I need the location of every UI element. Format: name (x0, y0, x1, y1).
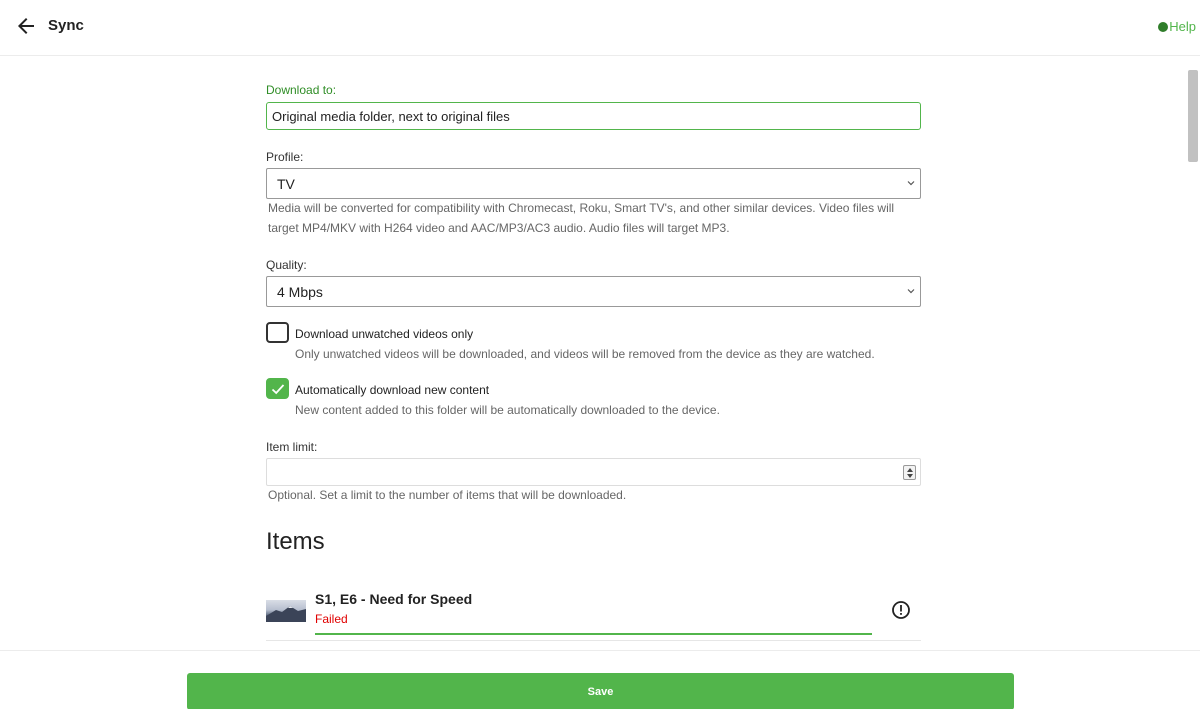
chevron-down-icon (906, 286, 916, 296)
arrow-left-icon (14, 14, 38, 38)
auto-download-checkbox[interactable] (266, 378, 289, 399)
quality-selected-value: 4 Mbps (277, 284, 323, 300)
stepper-down-icon (907, 474, 913, 478)
profile-help-text: Media will be converted for compatibility with Chromecast, Roku, Smart TV's, and other similar devices. Video files will target MP4/MKV with H264 video and AAC/MP3/AC3 audio. Audio files will target MP3. (268, 201, 895, 235)
mountain-image-icon (266, 600, 306, 622)
auto-download-help-text: New content added to this folder will be automatically downloaded to the device. (295, 403, 720, 417)
items-heading: Items (266, 528, 325, 555)
item-status: Failed (315, 612, 348, 626)
unwatched-only-label[interactable]: Download unwatched videos only (295, 327, 474, 341)
profile-select[interactable] (266, 168, 921, 199)
profile-selected-value: TV (277, 176, 295, 192)
checkmark-icon (271, 382, 285, 396)
help-label: Help (1169, 19, 1196, 34)
alert-circle-icon (891, 600, 911, 620)
scrollbar-thumb[interactable] (1188, 70, 1198, 162)
item-title: S1, E6 - Need for Speed (315, 591, 473, 607)
unwatched-only-checkbox[interactable] (266, 322, 289, 343)
item-progress-bar (315, 633, 872, 635)
download-to-label: Download to: (266, 83, 337, 97)
quality-select[interactable] (266, 276, 921, 307)
footer (0, 650, 1200, 709)
item-limit-help-text: Optional. Set a limit to the number of items that will be downloaded. (268, 488, 627, 502)
download-to-field[interactable]: Original media folder, next to original files (266, 102, 921, 130)
quality-label: Quality: (266, 258, 307, 272)
profile-label: Profile: (266, 150, 304, 164)
auto-download-label[interactable]: Automatically download new content (295, 383, 490, 397)
item-limit-label: Item limit: (266, 440, 318, 454)
number-stepper[interactable] (903, 465, 916, 480)
item-thumbnail (266, 600, 306, 622)
help-link[interactable] (1158, 19, 1196, 34)
back-button[interactable] (14, 14, 38, 38)
help-icon (1158, 22, 1168, 32)
item-limit-input[interactable] (266, 458, 921, 486)
stepper-up-icon (907, 468, 913, 472)
top-bar (0, 0, 1200, 56)
chevron-down-icon (906, 178, 916, 188)
save-button[interactable]: Save (187, 673, 1014, 709)
list-item[interactable] (266, 581, 921, 641)
item-status-button[interactable] (891, 600, 911, 620)
page-title: Sync (48, 17, 84, 34)
unwatched-only-help-text: Only unwatched videos will be downloaded, and videos will be removed from the device as they are watched. (295, 347, 875, 361)
